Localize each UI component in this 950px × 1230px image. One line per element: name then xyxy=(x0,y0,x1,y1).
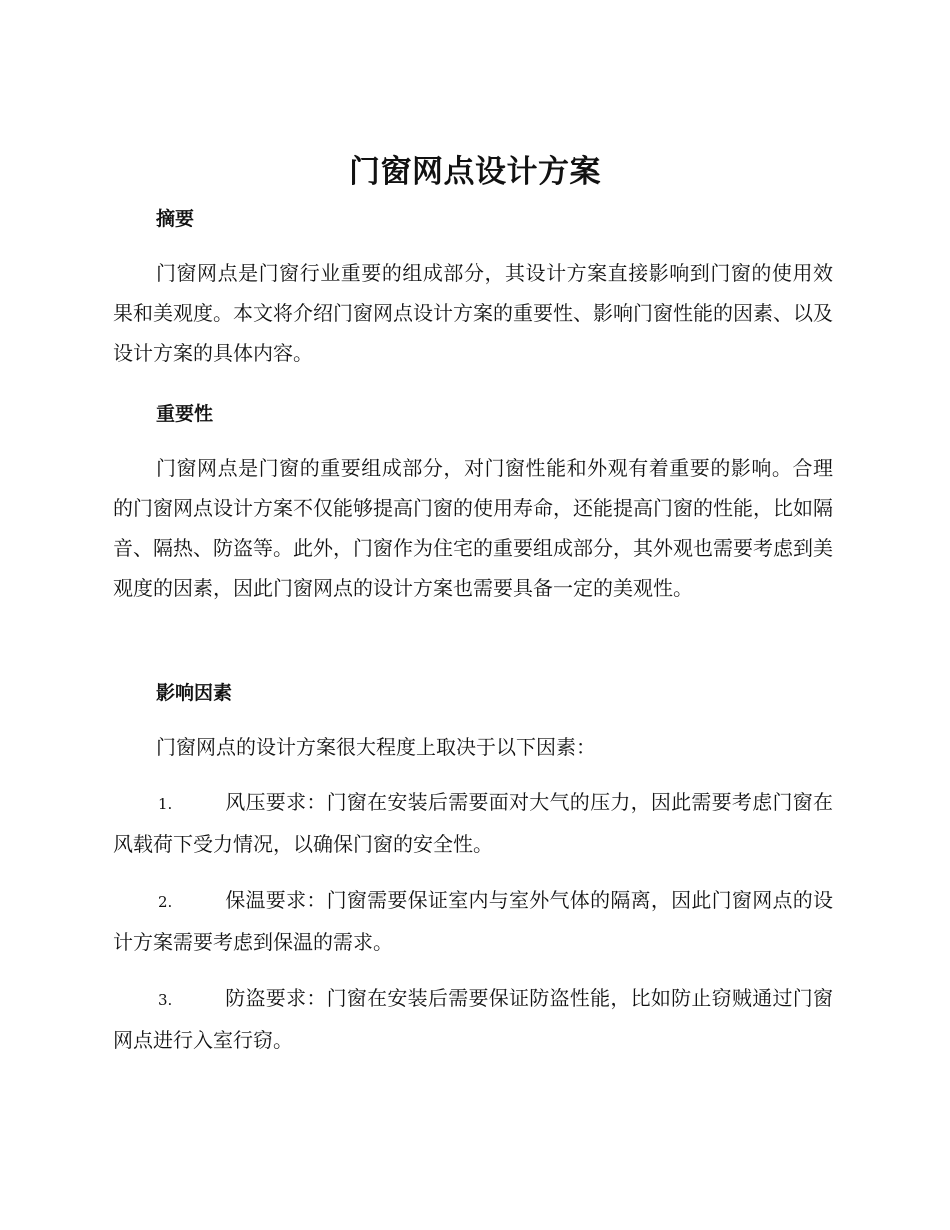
list-item xyxy=(113,978,833,1060)
section-heading-factors: 影响因素 xyxy=(156,682,233,704)
document-title: 门窗网点设计方案 xyxy=(349,154,601,190)
list-item-text: 保温要求：门窗需要保证室内与室外气体的隔离，因此门窗网点的设计方案需要考虑到保温的需求。 xyxy=(113,888,833,954)
list-item-number: 3. xyxy=(158,991,173,1009)
list-item-text: 防盗要求：门窗在安装后需要保证防盗性能，比如防止窃贼通过门窗网点进行入室行窃。 xyxy=(113,986,833,1052)
abstract-paragraph: 门窗网点是门窗行业重要的组成部分，其设计方案直接影响到门窗的使用效果和美观度。本文将介绍门窗网点设计方案的重要性、影响门窗性能的因素、以及设计方案的具体内容。 xyxy=(113,261,833,365)
importance-paragraph: 门窗网点是门窗的重要组成部分，对门窗性能和外观有着重要的影响。合理的门窗网点设计方案不仅能够提高门窗的使用寿命，还能提高门窗的性能，比如隔音、隔热、防盗等。此外，门窗作为住宅的重要组成部分，其外观也需要考虑到美观度的因素，因此门窗网点的设计方案也需要具备一定的美观性。 xyxy=(113,456,833,600)
list-item-number: 1. xyxy=(158,795,173,813)
list-item-number: 2. xyxy=(158,893,173,911)
list-item xyxy=(113,782,833,864)
factors-intro-paragraph: 门窗网点的设计方案很大程度上取决于以下因素： xyxy=(156,735,596,759)
section-heading-abstract: 摘要 xyxy=(156,208,195,230)
list-item-text: 风压要求：门窗在安装后需要面对大气的压力，因此需要考虑门窗在风载荷下受力情况，以确保门窗的安全性。 xyxy=(113,790,833,856)
list-item xyxy=(113,880,833,962)
section-heading-importance: 重要性 xyxy=(156,403,214,425)
